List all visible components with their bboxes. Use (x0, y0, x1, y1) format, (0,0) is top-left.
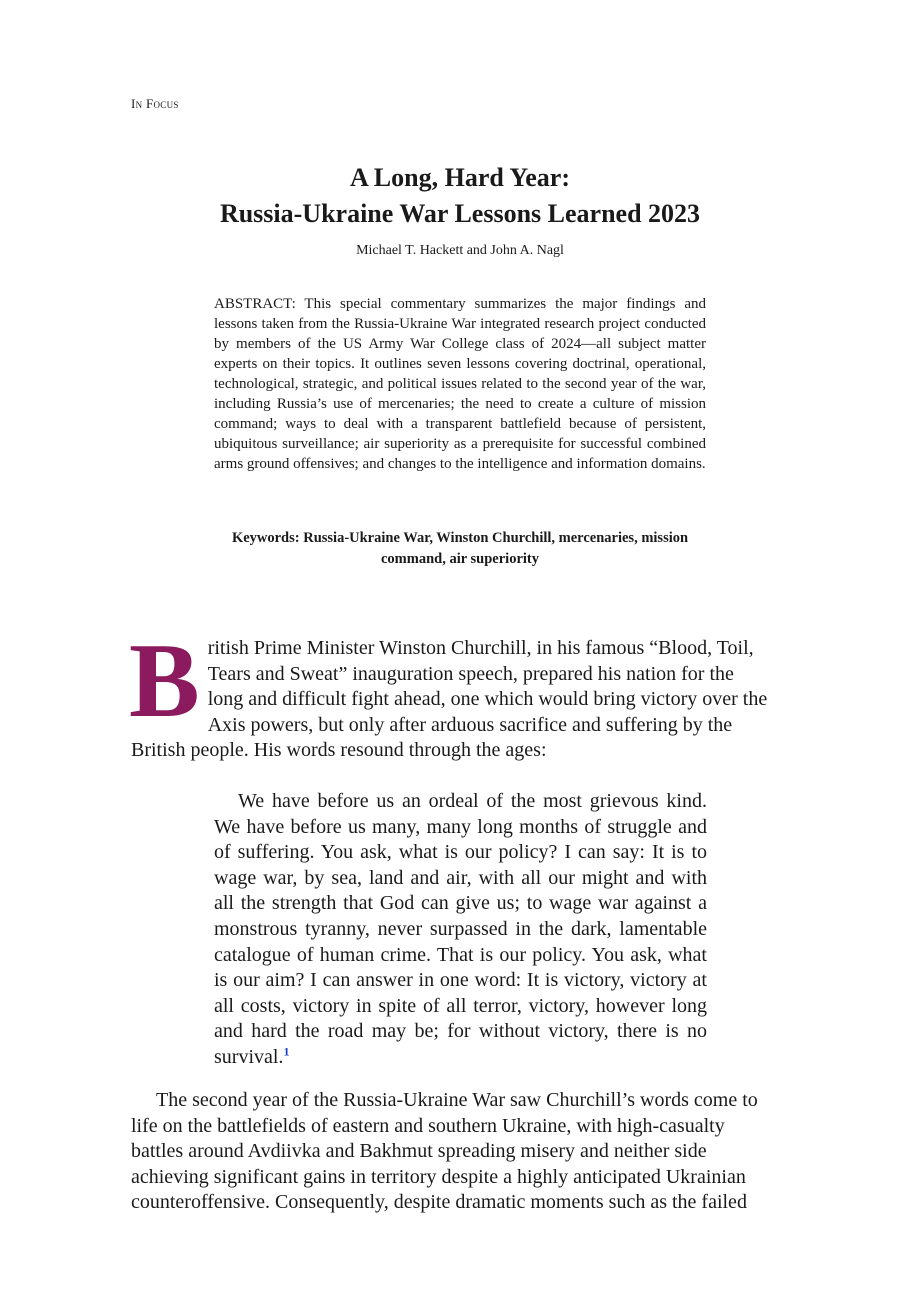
article-title (0, 160, 920, 232)
abstract: ABSTRACT: This special commentary summarizes the major findings and lessons taken from the Russia-Ukraine War integrated research project conducted by members of the US Army War College class of 2024—all subject matter experts on their topics. It outlines seven lessons covering doctrinal, operational, technological, strategic, and political issues related to the second year of the war, including Russia’s use of mercenaries; the need to create a culture of mission command; ways to deal with a transparent battlefield because of persistent, ubiquitous surveillance; air superiority as a prerequisite for successful combined arms ground offensives; and changes to the intelligence and information domains. (214, 296, 706, 472)
quote-text: We have before us an ordeal of the most grievous kind. We have before us many, many long months of struggle and of suffering. You ask, what is our policy? I can say: It is to wage war, by sea, land and air, with all our might and with all the strength that God can give us; to wage war against a monstrous tyranny, never surpassed in the dark, lamentable catalogue of human crime. That is our policy. You ask, what is our aim? I can answer in one word: It is victory, victory at all costs, victory in spite of all terror, victory, however long and hard the road may be; for without victory, there is no survival. (214, 790, 707, 1068)
paragraph-1-text: ritish Prime Minister Winston Churchill, in his famous “Blood, Toil, Tears and Sweat” inauguration speech, prepared his nation for the long and difficult fight ahead, one which would bring victory over the Axis powers, but only after arduous sacrifice and suffering by the British people. His words resound through the ages: (131, 637, 768, 762)
keywords: Keywords: Russia-Ukraine War, Winston Churchill, mercenaries, mission command, air superiority (231, 530, 689, 567)
body-paragraph-2: The second year of the Russia-Ukraine War saw Churchill’s words come to life on the battlefields of eastern and southern Ukraine, with high-casualty battles around Avdiivka and Bakhmut spreading misery and neither side achieving significant gains in territory despite a highly anticipated Ukrainian counteroffensive. Consequently, despite dramatic moments such as the failed (131, 1089, 758, 1214)
authors: Michael T. Hackett and John A. Nagl (356, 243, 564, 258)
block-quote (214, 789, 707, 1071)
section-label: In Focus (131, 96, 179, 111)
title-line-2: Russia-Ukraine War Lessons Learned 2023 (219, 199, 701, 228)
footnote-link[interactable]: 1 (283, 1044, 290, 1059)
title-line-1: A Long, Hard Year: (349, 163, 571, 192)
body-paragraph-1 (129, 622, 771, 764)
drop-cap: B (129, 622, 200, 739)
